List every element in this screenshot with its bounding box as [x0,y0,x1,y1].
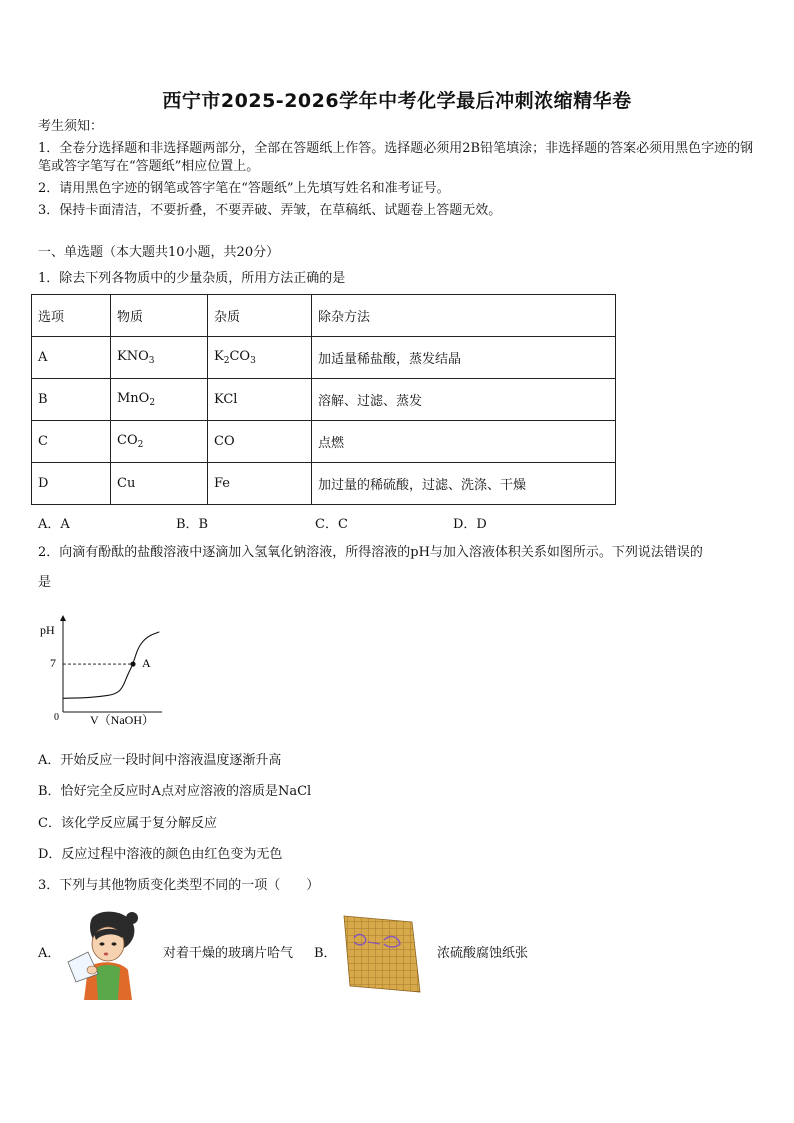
q3-option-b-label[interactable]: B． [314,946,337,961]
section-heading: 一、单选题（本大题共10小题，共20分） [38,245,280,260]
girl-breathing-illustration [62,908,140,1000]
table-header: 杂质 [208,295,312,337]
impurity-cell: $K_2CO_3$ [208,337,312,379]
point-a-label: A [142,656,151,670]
q1-table [31,294,616,505]
q1-choice-a[interactable]: A．A [38,517,70,532]
table-header-row [32,295,616,337]
method-cell: 加适量稀盐酸，蒸发结晶 [312,337,616,379]
method-cell: 溶解、过滤、蒸发 [312,379,616,421]
q1-choice-b[interactable]: B．B [176,517,209,532]
q3-option-a-text: 对着干燥的玻璃片哈气 [163,946,294,961]
option-cell: A [32,337,111,379]
page-title: 西宁市2025-2026学年中考化学最后冲刺浓缩精华卷 [162,90,632,112]
notice-item-2: 2．请用黑色字迹的钢笔或答字笔在“答题纸”上先填写姓名和准考证号。 [38,181,450,196]
table-row [32,421,616,463]
q2-option-b[interactable]: B．恰好完全反应时A点对应溶液的溶质是NaCl [38,784,312,799]
q1-choice-d[interactable]: D．D [453,517,487,532]
impurity-cell: KCl [208,379,312,421]
notice-heading: 考生须知： [38,119,104,134]
table-header: 除杂方法 [312,295,616,337]
ph-chart [34,612,174,732]
impurity-cell: CO [208,421,312,463]
table-row [32,463,616,505]
q2-stem: 2．向滴有酚酞的盐酸溶液中逐滴加入氢氧化钠溶液，所得溶液的pH与加入溶液体积关系如图所示。下列说法错误的 [38,545,703,560]
notice-item-3: 3．保持卡面清洁，不要折叠，不要弄破、弄皱，在草稿纸、试题卷上答题无效。 [38,203,502,218]
substance-cell: Cu [111,463,208,505]
q2-stem-cont: 是 [38,575,52,590]
option-cell: B [32,379,111,421]
substance-cell: $CO_2$ [111,421,208,463]
q2-option-c[interactable]: C．该化学反应属于复分解反应 [38,816,217,831]
q1-stem: 1．除去下列各物质中的少量杂质，所用方法正确的是 [38,271,346,286]
y-axis-label: pH [40,623,55,637]
method-cell: 加过量的稀硫酸，过滤、洗涤、干燥 [312,463,616,505]
y-tick-label: 7 [50,656,56,670]
table-header: 物质 [111,295,208,337]
table-row [32,379,616,421]
q3-option-b-text: 浓硫酸腐蚀纸张 [437,946,529,961]
point-a-marker [130,661,135,666]
q1-choice-c[interactable]: C．C [315,517,348,532]
q3-option-a-label[interactable]: A． [38,946,61,961]
x-axis-label: V（NaOH） [90,713,154,727]
q2-option-d[interactable]: D．反应过程中溶液的颜色由红色变为无色 [38,847,283,862]
method-cell: 点燃 [312,421,616,463]
notice-item-1: 1．全卷分选择题和非选择题两部分，全部在答题纸上作答。选择题必须用2B铅笔填涂；非选择题的答案必须用黑色字迹的钢笔或答字笔写在“答题纸”相应位置上。 [38,141,754,174]
table-header: 选项 [32,295,111,337]
table-row [32,337,616,379]
q2-option-a[interactable]: A．开始反应一段时间中溶液温度逐渐升高 [38,753,282,768]
impurity-cell: Fe [208,463,312,505]
substance-cell: $KNO_3$ [111,337,208,379]
corroded-paper-illustration [340,914,422,994]
option-cell: D [32,463,111,505]
option-cell: C [32,421,111,463]
substance-cell: MnO$_2$ [111,379,208,421]
q3-stem: 3．下列与其他物质变化类型不同的一项（ ） [38,878,320,893]
origin-label: 0 [54,712,59,723]
